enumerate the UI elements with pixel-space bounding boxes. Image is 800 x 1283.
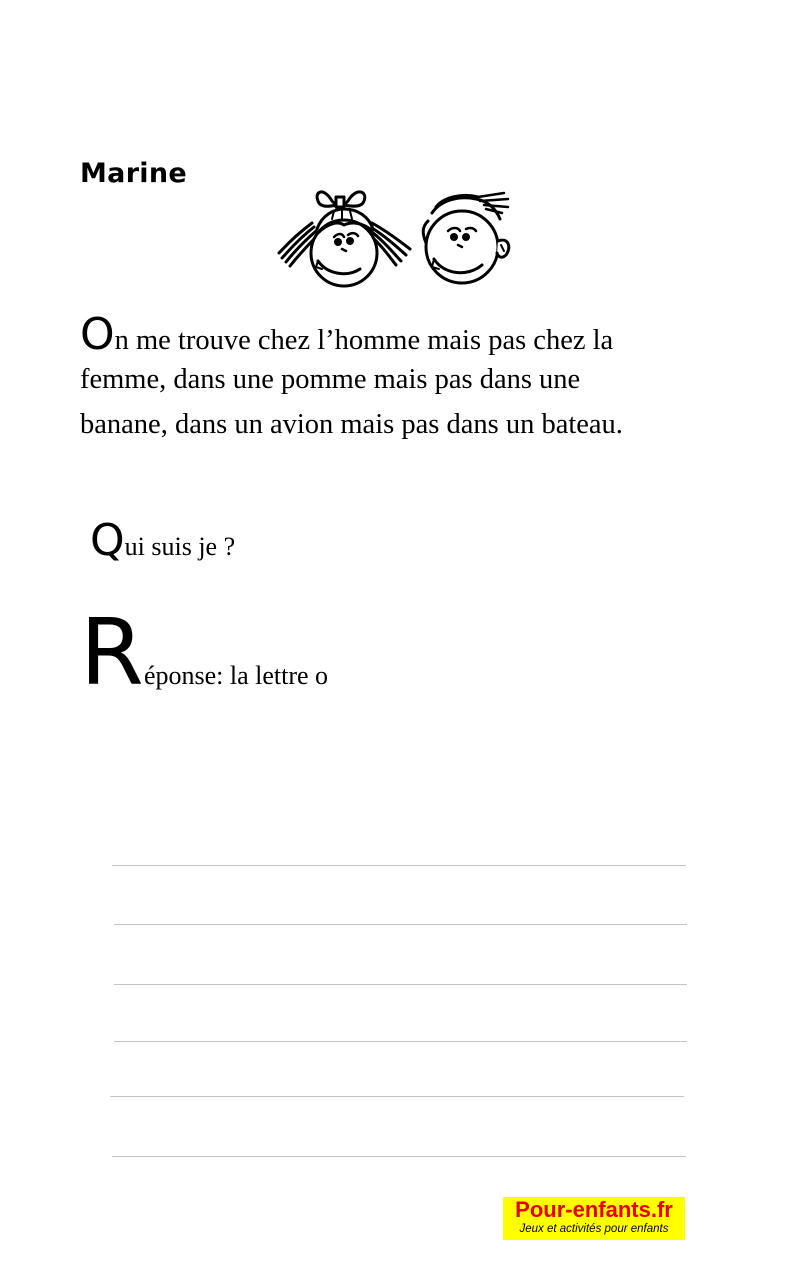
site-logo[interactable] bbox=[503, 1197, 685, 1240]
answer-body: éponse: la lettre o bbox=[143, 661, 329, 690]
writing-line bbox=[114, 984, 687, 985]
boy-face-icon bbox=[423, 193, 509, 283]
riddle-line-2: femme, dans une pomme mais pas dans une bbox=[80, 364, 581, 395]
answer-initial-letter: R bbox=[80, 599, 144, 706]
question-body: ui suis je ? bbox=[124, 532, 236, 561]
logo-subtitle: Jeux et activités pour enfants bbox=[519, 1223, 669, 1235]
writing-line bbox=[114, 1041, 687, 1042]
question-initial-letter: Q bbox=[90, 515, 125, 566]
writing-line bbox=[114, 924, 687, 925]
riddle-initial-letter: O bbox=[80, 309, 115, 360]
writing-line bbox=[112, 865, 686, 866]
writing-line bbox=[110, 1096, 684, 1097]
author-name: Marine bbox=[80, 158, 187, 189]
writing-line bbox=[112, 1156, 686, 1157]
girl-face-icon bbox=[279, 192, 410, 286]
riddle-line-1-text: n me trouve chez l’homme mais pas chez la bbox=[114, 325, 614, 356]
girl-and-boy-faces-icon bbox=[272, 183, 532, 295]
answer-text bbox=[80, 599, 329, 706]
question-text bbox=[90, 515, 235, 566]
riddle-text bbox=[80, 309, 760, 447]
riddle-line-3: banane, dans un avion mais pas dans un bateau. bbox=[80, 409, 623, 440]
logo-title: Pour-enfants.fr bbox=[515, 1197, 673, 1222]
